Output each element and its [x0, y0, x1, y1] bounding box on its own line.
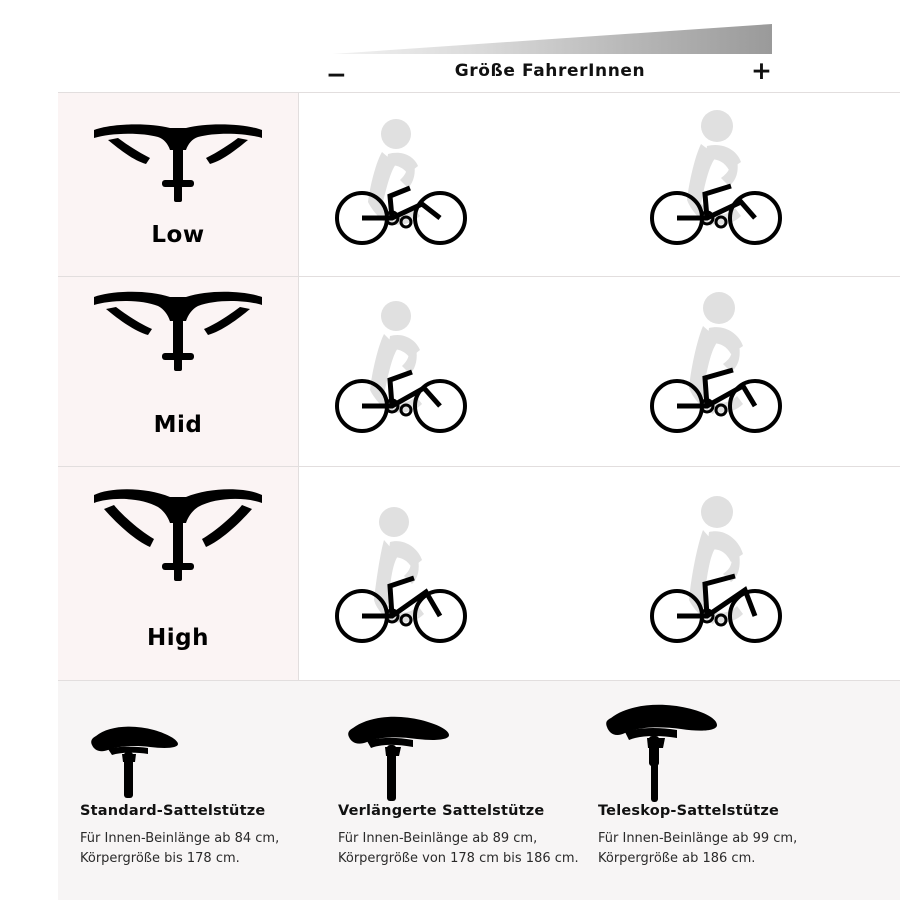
- row-divider-mid-high: [58, 466, 900, 467]
- rider-large-low-icon: [645, 110, 795, 250]
- seatpost-extended-description: [338, 829, 588, 869]
- plus-label: +: [751, 56, 772, 85]
- handlebar-mid-icon: [88, 283, 268, 375]
- seatpost-standard-title: Standard-Sattelstütze: [80, 803, 266, 819]
- seatpost-telescopic-description: [598, 829, 848, 869]
- handlebar-low-icon: [88, 118, 268, 210]
- seatpost-extended-icon: [335, 706, 565, 794]
- seatpost-extended-line2: Körpergröße von 178 cm bis 186 cm.: [338, 851, 579, 866]
- seatpost-telescopic-title: Teleskop-Sattelstütze: [598, 803, 780, 819]
- seatpost-telescopic-icon: [595, 696, 825, 784]
- rider-small-high-icon: [330, 508, 480, 648]
- rider-small-mid-icon: [330, 298, 480, 438]
- rider-small-low-icon: [330, 110, 480, 250]
- row-divider-low-mid: [58, 276, 900, 277]
- minus-label: −: [326, 60, 347, 89]
- seatpost-standard-line2: Körpergröße bis 178 cm.: [80, 851, 240, 866]
- seatpost-telescopic-line2: Körpergröße ab 186 cm.: [598, 851, 756, 866]
- size-gradient-wedge-icon: [332, 24, 772, 56]
- row-label-low: Low: [151, 222, 205, 248]
- rider-large-high-icon: [645, 508, 795, 648]
- seatpost-standard-description: [80, 829, 330, 869]
- header-title: Größe FahrerInnen: [454, 61, 646, 81]
- row-label-mid: Mid: [153, 412, 203, 438]
- seatpost-telescopic-line1: Für Innen-Beinlänge ab 99 cm,: [598, 831, 798, 846]
- handlebar-high-icon: [88, 483, 268, 575]
- header-labels: [320, 56, 780, 89]
- seatpost-standard-line1: Für Innen-Beinlänge ab 84 cm,: [80, 831, 280, 846]
- rider-large-mid-icon: [645, 298, 795, 438]
- column-divider: [298, 92, 299, 680]
- seatpost-extended-line1: Für Innen-Beinlänge ab 89 cm,: [338, 831, 538, 846]
- seatpost-standard-icon: [78, 716, 308, 804]
- row-label-high: High: [147, 625, 209, 651]
- seatpost-extended-title: Verlängerte Sattelstütze: [338, 803, 545, 819]
- header: [320, 18, 780, 89]
- row-divider-top: [58, 92, 900, 93]
- row-divider-bottom: [58, 680, 900, 681]
